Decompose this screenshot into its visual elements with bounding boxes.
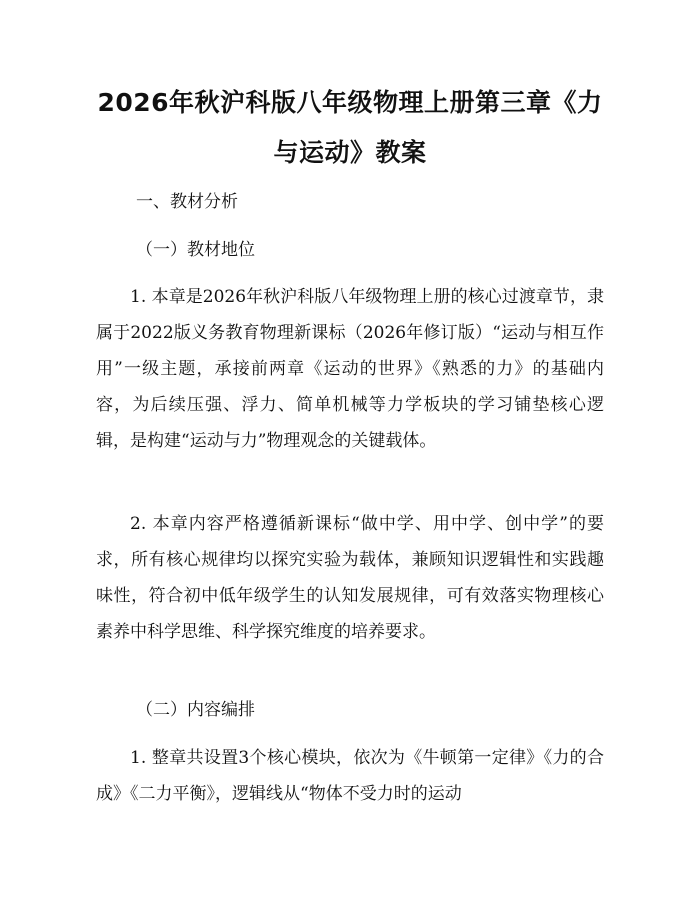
paragraph-curriculum-requirements: 2. 本章内容严格遵循新课标“做中学、用中学、创中学”的要求，所有核心规律均以探究实验为载体，兼顾知识逻辑性和实践趣味性，符合初中低年级学生的认知发展规律，可有效落实物理核心素养中科学思维、科学探究维度的培养要求。 <box>96 514 604 642</box>
paragraph-module-arrangement: 1. 整章共设置3个核心模块，依次为《牛顿第一定律》《力的合成》《二力平衡》，逻辑线从“物体不受力时的运动 <box>96 748 604 804</box>
paragraph-chapter-position: 1. 本章是2026年秋沪科版八年级物理上册的核心过渡章节，隶属于2022版义务教育物理新课标（2026年修订版）“运动与相互作用”一级主题，承接前两章《运动的世界》《熟悉的力》的基础内容，为后续压强、浮力、简单机械等力学板块的学习铺垫核心逻辑，是构建“运动与力”物理观念的关键载体。 <box>96 287 604 451</box>
subsection-heading-content-arrangement: （二）内容编排 <box>136 700 255 720</box>
section-heading-textbook-analysis: 一、教材分析 <box>136 192 238 212</box>
document-title: 2026年秋沪科版八年级物理上册第三章《力与运动》教案 <box>97 88 603 167</box>
subsection-heading-textbook-position: （一）教材地位 <box>136 240 255 260</box>
